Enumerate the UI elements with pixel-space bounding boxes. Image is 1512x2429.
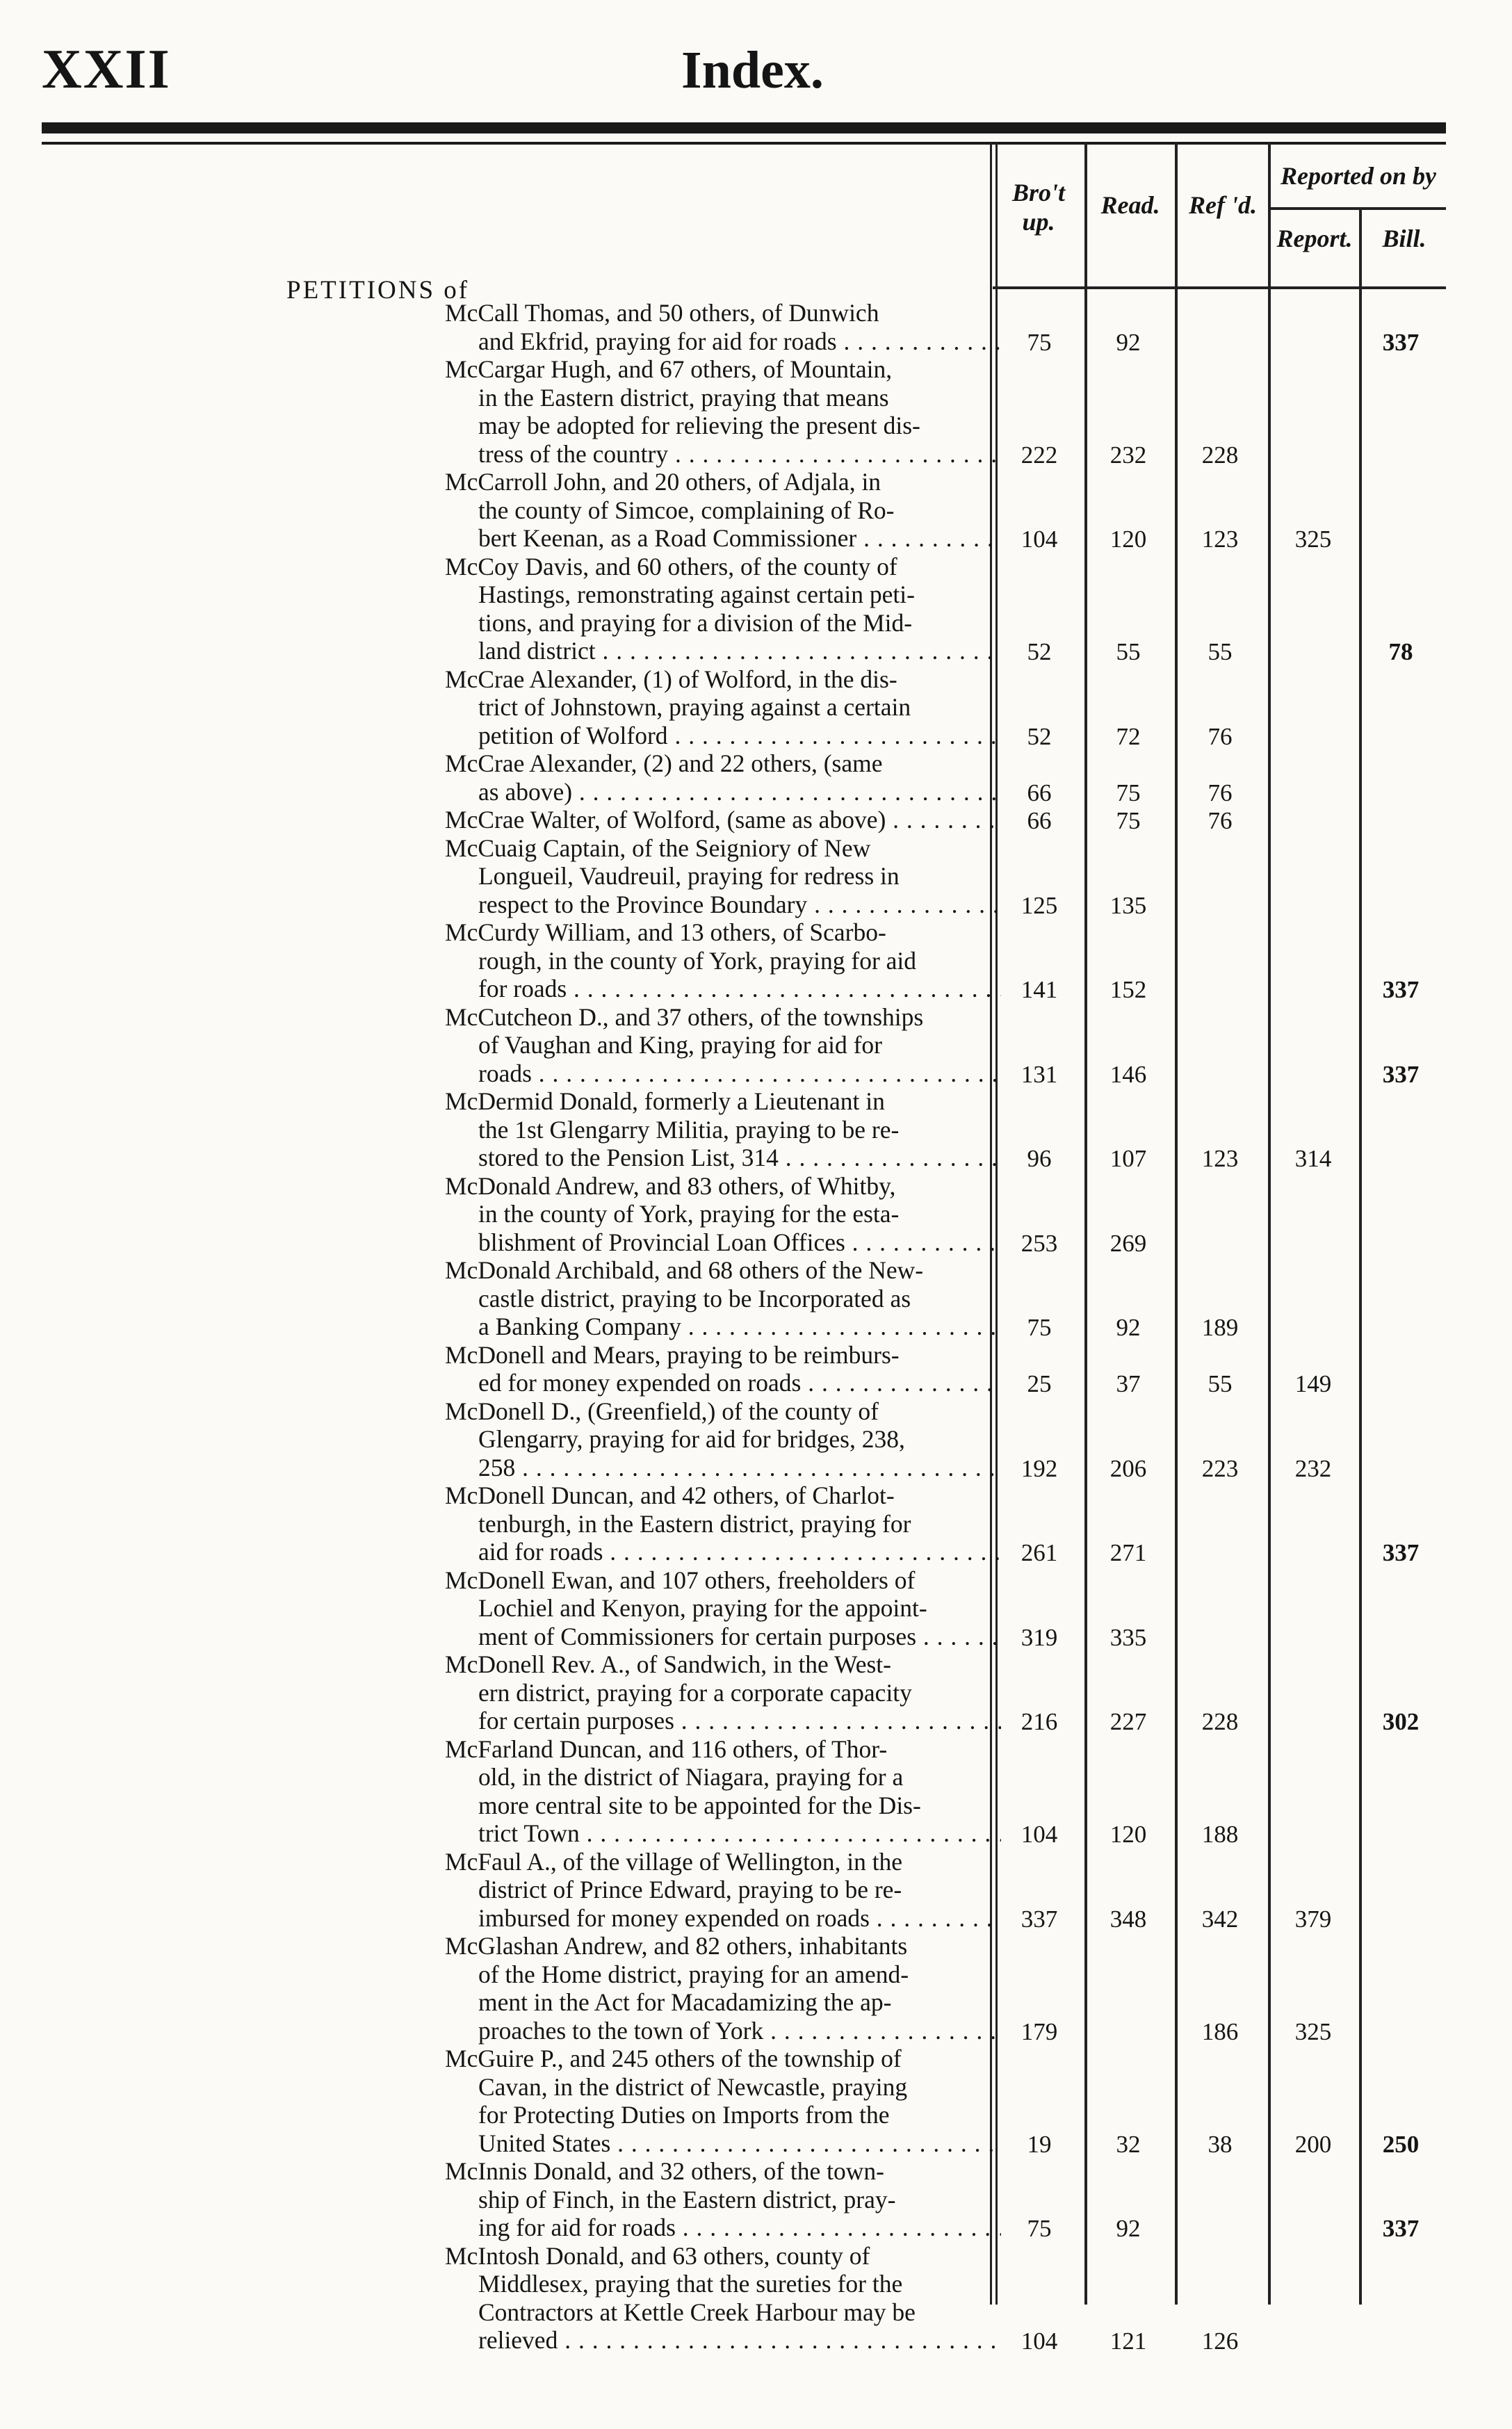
petition-text-line: trict Town . . . bbox=[445, 1819, 1001, 1848]
value-read: 37 bbox=[1116, 1370, 1141, 1397]
value-refd: 76 bbox=[1208, 807, 1233, 834]
petition-text-line: proaches to the town of York . . . bbox=[445, 2017, 1001, 2045]
value-brot: 131 bbox=[1021, 1060, 1058, 1088]
value-read: 120 bbox=[1109, 1821, 1147, 1848]
brot-column-rule bbox=[1084, 143, 1087, 2305]
petition-text-line: more central site to be appointed for the Dis- bbox=[478, 1791, 921, 1819]
header-rule-thick bbox=[42, 122, 1446, 133]
value-read: 335 bbox=[1109, 1623, 1147, 1651]
petition-entry bbox=[445, 468, 1001, 553]
petition-entry bbox=[445, 355, 1001, 468]
value-brot: 104 bbox=[1021, 526, 1058, 553]
value-read: 92 bbox=[1116, 2215, 1141, 2242]
value-read: 120 bbox=[1109, 526, 1147, 553]
value-report: 379 bbox=[1294, 1905, 1332, 1933]
value-brot: 337 bbox=[1021, 1905, 1058, 1933]
value-refd: 188 bbox=[1201, 1821, 1239, 1848]
value-brot: 261 bbox=[1021, 1539, 1058, 1566]
value-read: 348 bbox=[1109, 1905, 1147, 1933]
value-report: 149 bbox=[1294, 1370, 1332, 1397]
value-brot: 319 bbox=[1021, 1623, 1058, 1651]
petitioner-name-line: McDonell D., (Greenfield,) of the county of bbox=[445, 1397, 879, 1425]
petition-text-line: ed for money expended on roads . . . bbox=[445, 1369, 1001, 1397]
value-report: 232 bbox=[1294, 1454, 1332, 1482]
petitioner-name-line: McFarland Duncan, and 116 others, of Thor- bbox=[445, 1735, 888, 1763]
petition-entry bbox=[445, 749, 1001, 806]
petition-text-line: trict of Johnstown, praying against a certain bbox=[478, 693, 911, 721]
report-column-rule bbox=[1359, 209, 1362, 2305]
petition-entry bbox=[445, 1397, 1001, 1482]
reported-sub-rule bbox=[1268, 207, 1446, 210]
value-brot: 179 bbox=[1021, 2017, 1058, 2045]
value-brot: 192 bbox=[1021, 1454, 1058, 1482]
petitioner-name-line: McGuire P., and 245 others of the township of bbox=[445, 2045, 902, 2072]
read-column-rule bbox=[1175, 143, 1178, 2305]
value-refd: 38 bbox=[1208, 2130, 1233, 2158]
value-brot: 75 bbox=[1027, 1314, 1052, 1341]
petition-entry bbox=[445, 834, 1001, 919]
petition-entry bbox=[445, 1172, 1001, 1257]
petition-text-line: of the Home district, praying for an amend- bbox=[478, 1960, 909, 1988]
value-refd: 76 bbox=[1208, 722, 1233, 750]
petition-entry bbox=[445, 1003, 1001, 1088]
value-refd: 189 bbox=[1201, 1314, 1239, 1341]
petitioner-name-line: McFaul A., of the village of Wellington, in the bbox=[445, 1847, 903, 1876]
value-refd: 228 bbox=[1201, 441, 1239, 469]
petition-text-line: as above) . . . bbox=[445, 778, 1001, 806]
petition-entry bbox=[445, 1481, 1001, 1566]
value-read: 146 bbox=[1109, 1060, 1147, 1088]
petitioner-name-line: McCoy Davis, and 60 others, of the county of bbox=[445, 552, 897, 580]
value-bill: 78 bbox=[1388, 638, 1413, 665]
petitioner-name-line: McCurdy William, and 13 others, of Scarbo- bbox=[445, 918, 886, 946]
value-bill: 337 bbox=[1382, 328, 1420, 356]
petition-text-line: 258 . . . bbox=[445, 1454, 1001, 1482]
petition-text-line: land district . . . bbox=[445, 637, 1001, 665]
value-refd: 228 bbox=[1201, 1708, 1239, 1735]
petitioner-name-line: McDonell and Mears, praying to be reimburs- bbox=[445, 1340, 900, 1369]
petition-entry bbox=[445, 2242, 1001, 2355]
petition-text-line: imbursed for money expended on roads . . . bbox=[445, 1904, 1001, 1933]
petition-entry bbox=[445, 1256, 1001, 1341]
value-brot: 52 bbox=[1027, 722, 1052, 750]
petition-entry bbox=[445, 1341, 1001, 1397]
petition-entry bbox=[445, 1848, 1001, 1933]
value-bill: 250 bbox=[1382, 2130, 1420, 2158]
petition-text-line: ern district, praying for a corporate capacity bbox=[478, 1678, 912, 1707]
value-report: 325 bbox=[1294, 526, 1332, 553]
petition-text-line: ship of Finch, in the Eastern district, pray- bbox=[478, 2185, 896, 2213]
value-report: 200 bbox=[1294, 2130, 1332, 2158]
petitioner-name-line: McDonell Duncan, and 42 others, of Charlot- bbox=[445, 1481, 895, 1509]
petition-text-line: Longueil, Vaudreuil, praying for redress in bbox=[478, 862, 900, 890]
petition-text-line: the 1st Glengarry Militia, praying to be re- bbox=[478, 1115, 900, 1144]
petition-text-line: petition of Wolford . . . bbox=[445, 722, 1001, 750]
petition-text-line: tress of the country . . . bbox=[445, 440, 1001, 469]
col-brot-up: Bro't up. bbox=[1011, 179, 1066, 236]
value-brot: 25 bbox=[1027, 1370, 1052, 1397]
petition-text-line: relieved . . . bbox=[445, 2326, 1001, 2355]
value-read: 135 bbox=[1109, 891, 1147, 919]
petition-text-line: roads . . . bbox=[445, 1059, 1001, 1088]
page-title: Index. bbox=[681, 41, 824, 99]
petition-text-line: tions, and praying for a division of the Mid- bbox=[478, 608, 913, 637]
petition-text-line: respect to the Province Boundary . . . bbox=[445, 891, 1001, 919]
petition-text-line: castle district, praying to be Incorporated as bbox=[478, 1284, 911, 1313]
petition-text-line: Cavan, in the district of Newcastle, praying bbox=[478, 2072, 908, 2101]
petitioner-name-line: McIntosh Donald, and 63 others, county of bbox=[445, 2241, 870, 2270]
header-bottom-rule bbox=[993, 286, 1446, 289]
petition-text-line: bert Keenan, as a Road Commissioner . . . bbox=[445, 524, 1001, 553]
col-reported-on-by: Reported on by bbox=[1281, 162, 1436, 190]
petition-text-line: blishment of Provincial Loan Offices . . . bbox=[445, 1228, 1001, 1257]
value-refd: 76 bbox=[1208, 779, 1233, 806]
petitioner-name-line: McInnis Donald, and 32 others, of the town- bbox=[445, 2157, 884, 2185]
value-read: 107 bbox=[1109, 1145, 1147, 1172]
value-read: 206 bbox=[1109, 1454, 1147, 1482]
value-brot: 52 bbox=[1027, 638, 1052, 665]
petition-text-line: ment of Commissioners for certain purposes . . . bbox=[445, 1623, 1001, 1651]
petition-text-line: Hastings, remonstrating against certain peti- bbox=[478, 580, 915, 608]
value-read: 92 bbox=[1116, 1314, 1141, 1341]
value-bill: 337 bbox=[1382, 1539, 1420, 1566]
value-refd: 123 bbox=[1201, 1145, 1239, 1172]
petitioner-name-line: McDonald Andrew, and 83 others, of Whitby, bbox=[445, 1171, 896, 1200]
value-read: 227 bbox=[1109, 1708, 1147, 1735]
petitioner-name-line: McCargar Hugh, and 67 others, of Mountain, bbox=[445, 355, 893, 383]
value-refd: 223 bbox=[1201, 1454, 1239, 1482]
petitioner-name-line: McCrae Alexander, (1) of Wolford, in the dis- bbox=[445, 665, 897, 693]
petitioner-name-line: McDermid Donald, formerly a Lieutenant in bbox=[445, 1087, 885, 1115]
petitioner-name-line: McCuaig Captain, of the Seigniory of New bbox=[445, 834, 871, 862]
petition-entry bbox=[445, 1087, 1001, 1172]
value-read: 269 bbox=[1109, 1229, 1147, 1257]
petition-text-line: ment in the Act for Macadamizing the ap- bbox=[478, 1988, 892, 2016]
value-bill: 302 bbox=[1382, 1708, 1420, 1735]
value-read: 75 bbox=[1116, 779, 1141, 806]
petition-text-line: Contractors at Kettle Creek Harbour may be bbox=[478, 2298, 916, 2326]
petition-text-line: of Vaughan and King, praying for aid for bbox=[478, 1031, 883, 1059]
petition-entry bbox=[445, 806, 1001, 834]
value-bill: 337 bbox=[1382, 1060, 1420, 1088]
value-brot: 104 bbox=[1021, 2328, 1058, 2355]
value-refd: 123 bbox=[1201, 526, 1239, 553]
petition-entry bbox=[445, 1735, 1001, 1848]
petition-text-line: for certain purposes . . . bbox=[445, 1707, 1001, 1735]
petition-entry bbox=[445, 299, 1001, 355]
value-read: 121 bbox=[1109, 2328, 1147, 2355]
petitioner-name-line: McCrae Alexander, (2) and 22 others, (same bbox=[445, 749, 883, 777]
petition-entry bbox=[445, 1566, 1001, 1651]
petitioner-name-line: McCarroll John, and 20 others, of Adjala, in bbox=[445, 468, 881, 496]
petition-text-line: stored to the Pension List, 314 . . . bbox=[445, 1144, 1001, 1172]
value-brot: 253 bbox=[1021, 1229, 1058, 1257]
petition-text-line: district of Prince Edward, praying to be re- bbox=[478, 1876, 902, 1903]
petition-text-line: Middlesex, praying that the sureties for the bbox=[478, 2270, 903, 2298]
petitioner-name-line: McDonald Archibald, and 68 others of the New- bbox=[445, 1256, 924, 1284]
petition-text-line: tenburgh, in the Eastern district, praying for bbox=[478, 1509, 911, 1538]
petition-text-line: in the county of York, praying for the esta- bbox=[478, 1200, 900, 1228]
petitioner-name-line: McGlashan Andrew, and 82 others, inhabitants bbox=[445, 1932, 908, 1960]
col-read: Read. bbox=[1100, 191, 1160, 219]
refd-column-rule bbox=[1268, 143, 1271, 2305]
value-refd: 126 bbox=[1201, 2328, 1239, 2355]
petition-entry bbox=[445, 2157, 1001, 2242]
petition-text-line: for roads . . . bbox=[445, 975, 1001, 1003]
value-brot: 75 bbox=[1027, 2215, 1052, 2242]
value-brot: 104 bbox=[1021, 1821, 1058, 1848]
value-refd: 55 bbox=[1208, 638, 1233, 665]
petition-text-line: United States . . . bbox=[445, 2129, 1001, 2158]
petition-entry bbox=[445, 918, 1001, 1003]
petition-text-line: old, in the district of Niagara, praying for a bbox=[478, 1763, 904, 1791]
value-brot: 66 bbox=[1027, 779, 1052, 806]
value-read: 232 bbox=[1109, 441, 1147, 469]
value-read: 75 bbox=[1116, 807, 1141, 834]
value-bill: 337 bbox=[1382, 976, 1420, 1003]
petition-text-line: Lochiel and Kenyon, praying for the appoint- bbox=[478, 1594, 927, 1622]
section-label: PETITIONS of bbox=[286, 276, 470, 304]
petition-text-line: Glengarry, praying for aid for bridges, 238, bbox=[478, 1425, 905, 1453]
value-brot: 96 bbox=[1027, 1145, 1052, 1172]
petition-entry bbox=[445, 1650, 1001, 1735]
value-brot: 66 bbox=[1027, 807, 1052, 834]
col-refd: Ref 'd. bbox=[1189, 191, 1257, 219]
petition-text-line: a Banking Company . . . bbox=[445, 1313, 1001, 1341]
header-rule-thin bbox=[42, 142, 1446, 145]
petitioner-name-line: McCrae Walter, of Wolford, (same as above) . . . bbox=[445, 806, 1001, 834]
value-brot: 216 bbox=[1021, 1708, 1058, 1735]
value-brot: 222 bbox=[1021, 441, 1058, 469]
petition-text-line: the county of Simcoe, complaining of Ro- bbox=[478, 496, 895, 524]
page-number: XXII bbox=[42, 39, 171, 100]
value-report: 314 bbox=[1294, 1145, 1332, 1172]
petition-text-line: ing for aid for roads . . . bbox=[445, 2213, 1001, 2242]
value-brot: 19 bbox=[1027, 2130, 1052, 2158]
col-report: Report. bbox=[1276, 225, 1353, 252]
value-read: 271 bbox=[1109, 1539, 1147, 1566]
petition-text-line: aid for roads . . . bbox=[445, 1538, 1001, 1566]
petition-text-line: and Ekfrid, praying for aid for roads . . . bbox=[445, 327, 1001, 356]
value-refd: 342 bbox=[1201, 1905, 1239, 1933]
petitioner-name-line: McCutcheon D., and 37 others, of the townships bbox=[445, 1002, 924, 1031]
petition-entry bbox=[445, 1932, 1001, 2045]
value-refd: 186 bbox=[1201, 2017, 1239, 2045]
value-report: 325 bbox=[1294, 2017, 1332, 2045]
value-refd: 55 bbox=[1208, 1370, 1233, 1397]
petition-text-line: may be adopted for relieving the present dis- bbox=[478, 412, 920, 439]
value-read: 92 bbox=[1116, 328, 1141, 356]
petition-entry bbox=[445, 553, 1001, 665]
value-read: 72 bbox=[1116, 722, 1141, 750]
value-read: 55 bbox=[1116, 638, 1141, 665]
value-read: 32 bbox=[1116, 2130, 1141, 2158]
col-bill: Bill. bbox=[1382, 225, 1426, 252]
petitioner-name-line: McDonell Ewan, and 107 others, freeholders of bbox=[445, 1566, 916, 1594]
petition-entry bbox=[445, 2045, 1001, 2157]
petitioner-name-line: McCall Thomas, and 50 others, of Dunwich bbox=[445, 299, 879, 327]
value-brot: 125 bbox=[1021, 891, 1058, 919]
petition-text-line: for Protecting Duties on Imports from the bbox=[478, 2101, 890, 2129]
petition-text-line: rough, in the county of York, praying for aid bbox=[478, 946, 917, 975]
petition-text-line: in the Eastern district, praying that means bbox=[478, 383, 889, 412]
value-bill: 337 bbox=[1382, 2215, 1420, 2242]
petitioner-name-line: McDonell Rev. A., of Sandwich, in the West- bbox=[445, 1650, 891, 1678]
petition-entry bbox=[445, 665, 1001, 750]
value-brot: 75 bbox=[1027, 328, 1052, 356]
value-brot: 141 bbox=[1021, 976, 1058, 1003]
value-read: 152 bbox=[1109, 976, 1147, 1003]
